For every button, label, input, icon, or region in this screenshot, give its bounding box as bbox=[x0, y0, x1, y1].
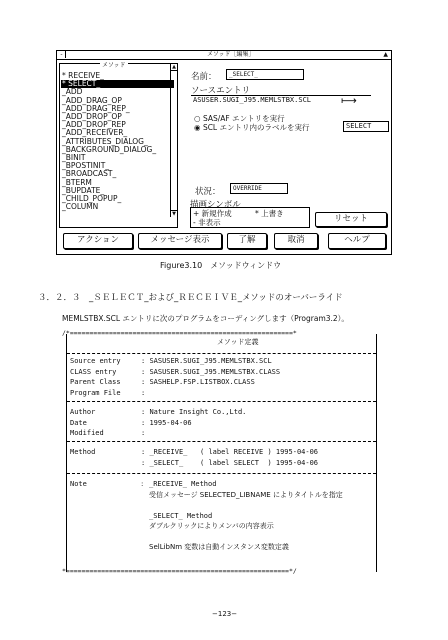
window-title: メソッド［編集］ bbox=[207, 51, 255, 58]
list-item[interactable]: _BACKGROUND_DIALOG_ bbox=[62, 144, 157, 154]
list-item[interactable]: _BTERM bbox=[62, 177, 92, 187]
method-group bbox=[59, 63, 178, 228]
note-line: ダブルクリックによりメンバの内容表示 bbox=[149, 522, 274, 530]
list-item[interactable]: _ATTRIBUTES_DIALOG_ bbox=[62, 136, 148, 146]
list-item[interactable]: _ADD_RECEIVER_ bbox=[62, 128, 128, 138]
list-item[interactable]: _ADD_DROP_REP bbox=[62, 120, 126, 130]
table-row: Date bbox=[70, 418, 87, 427]
table-row: : SASUSER.SUGI_J95.MEMLSTBX.SCL bbox=[141, 357, 272, 365]
legend-override: * 上書き bbox=[255, 209, 284, 218]
program-header-title: メソッド定義 bbox=[217, 338, 259, 346]
list-item[interactable]: _COLUMN bbox=[62, 202, 99, 212]
list-item[interactable]: _BINIT bbox=[62, 153, 86, 163]
table-row: Source entry bbox=[70, 357, 121, 365]
note-line: 受信メッセージ SELECTED_LIBNAME によりタイトルを指定 bbox=[149, 490, 343, 499]
method-list[interactable] bbox=[61, 72, 174, 224]
list-item[interactable]: _BUPDATE_ bbox=[62, 185, 105, 195]
note-line: _SELECT_ Method bbox=[149, 511, 213, 520]
page-number: −123− bbox=[212, 610, 238, 618]
intro-text: MEMLSTBX.SCL エントリに次のプログラムをコーディングします（Program3.2）。 bbox=[62, 314, 349, 323]
divider bbox=[67, 353, 376, 354]
program-bottom-border: *=========================================================*/ bbox=[62, 567, 297, 575]
note-key: Note bbox=[70, 480, 87, 488]
legend-title: 描画シンボル bbox=[190, 200, 241, 210]
list-item[interactable]: _BROADCAST_ bbox=[62, 169, 117, 179]
name-field[interactable]: _SELECT_ bbox=[226, 69, 304, 80]
scroll-up-icon[interactable]: ▲ bbox=[172, 64, 176, 70]
table-row: Modified bbox=[70, 429, 104, 437]
figure-caption: Figure3.10 メソッドウィンドウ bbox=[160, 261, 282, 270]
table-row: : bbox=[141, 388, 150, 397]
method-group-label: メソッド bbox=[102, 62, 126, 69]
divider bbox=[67, 441, 376, 442]
method-line: : _SELECT_ ( label SELECT ) 1995-04-06 bbox=[141, 458, 319, 467]
radio-scl-label[interactable]: ◉ SCL エントリ内のラベルを実行 bbox=[194, 123, 310, 132]
program-box bbox=[66, 334, 377, 572]
method-key: Method bbox=[70, 448, 96, 456]
status-field: OVERRIDE bbox=[230, 183, 288, 194]
list-item[interactable]: _BPOSTINIT_ bbox=[62, 161, 110, 171]
table-row: : 1995-04-06 bbox=[141, 418, 192, 427]
list-item[interactable]: _ADD_DROP_OP bbox=[62, 112, 122, 122]
reset-button[interactable]: リセット bbox=[315, 212, 387, 227]
source-entry-label: ソースエントリ bbox=[191, 86, 251, 96]
ok-button[interactable]: 了解 bbox=[227, 233, 267, 249]
message-display-button[interactable]: メッセージ表示 bbox=[138, 233, 222, 249]
table-row: : Nature Insight Co.,Ltd. bbox=[141, 408, 247, 416]
section-heading: ３．２．３ _ＳＥＬＥＣＴ_および_ＲＥＣＥＩＶＥ_メソッドのオーバーライド bbox=[38, 293, 343, 303]
name-label: 名前： bbox=[191, 72, 217, 82]
note-colon: : bbox=[141, 480, 144, 488]
table-row: : SASUSER.SUGI_J95.MEMLSTBX.CLASS bbox=[141, 367, 281, 376]
list-item[interactable]: _ADD_DRAG_OP bbox=[62, 95, 122, 105]
scroll-down-icon[interactable]: ▼ bbox=[172, 211, 176, 217]
legend-box bbox=[190, 207, 310, 228]
source-entry-field[interactable]: ASUSER.SUGI_J95.MEMLSTBX.SCL bbox=[191, 96, 369, 105]
label-field[interactable]: SELECT bbox=[343, 121, 389, 132]
divider bbox=[67, 401, 376, 402]
list-item[interactable]: * SELECT_ bbox=[61, 80, 174, 88]
note-line: SelLibNm 変数は自動インスタンス変数定義 bbox=[149, 543, 289, 551]
method-window bbox=[56, 50, 392, 255]
table-row: : SASHELP.FSP.LISTBOX.CLASS bbox=[141, 378, 255, 386]
status-label: 状況： bbox=[195, 187, 221, 197]
action-button[interactable]: アクション bbox=[63, 233, 133, 249]
help-button[interactable]: ヘルプ bbox=[328, 233, 386, 249]
program-top-border: /*=========================================================* bbox=[62, 329, 297, 337]
cancel-button[interactable]: 取消 bbox=[274, 233, 318, 249]
method-line: : _RECEIVE_ ( label RECEIVE ) 1995-04-06 bbox=[141, 448, 319, 456]
arrow-right-icon[interactable]: ⟼ bbox=[341, 94, 357, 107]
note-line: _RECEIVE_ Method bbox=[149, 480, 217, 488]
list-item[interactable]: * RECEIVE_ bbox=[62, 72, 104, 80]
radio-sas-af-entry[interactable]: ○ SAS/AF エントリを実行 bbox=[194, 114, 285, 123]
table-row: Program File bbox=[70, 388, 121, 397]
title-bar bbox=[57, 51, 391, 60]
list-item[interactable]: _ADD bbox=[62, 87, 83, 97]
legend-hidden: - 非表示 bbox=[193, 218, 221, 227]
divider bbox=[67, 473, 376, 474]
table-row: : bbox=[141, 429, 150, 437]
system-menu-icon[interactable]: - bbox=[58, 51, 66, 58]
maximize-icon[interactable]: ▲ bbox=[383, 51, 388, 58]
table-row: CLASS entry bbox=[70, 367, 117, 376]
table-row: Parent Class bbox=[70, 378, 121, 386]
method-list-scrollbar[interactable] bbox=[170, 64, 177, 217]
table-row: Author bbox=[70, 408, 96, 416]
list-item[interactable]: _CHILD_POPUP_ bbox=[62, 194, 122, 204]
legend-new: + 新規作成 bbox=[193, 209, 232, 218]
list-item[interactable]: _ADD_DRAG_REP_ bbox=[62, 103, 130, 113]
